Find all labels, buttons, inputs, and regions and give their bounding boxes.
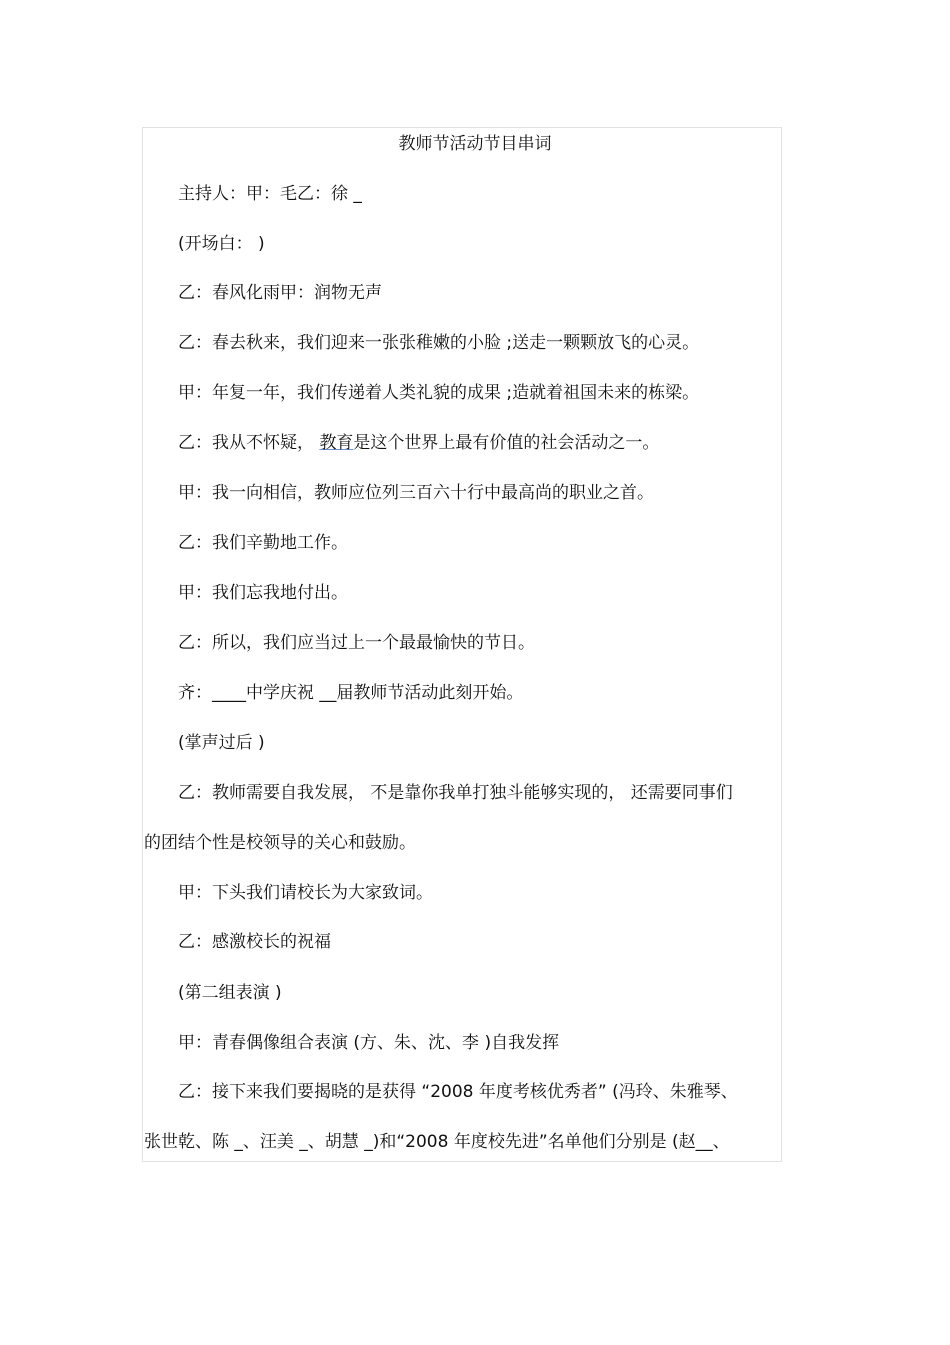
paragraph-line: 乙：教师需要自我发展， 不是靠你我单打独斗能够实现的， 还需要同事们	[178, 783, 733, 803]
paragraph-line: 甲：下头我们请校长为大家致词。	[178, 883, 433, 903]
paragraph-line: 乙：春去秋来，我们迎来一张张稚嫩的小脸 ;送走一颗颗放飞的心灵。	[178, 333, 700, 353]
underlined-word: 教育	[319, 433, 354, 453]
paragraph-line: 乙：所以，我们应当过上一个最最愉快的节日。	[178, 633, 535, 653]
paragraph-line: 齐：____中学庆祝 __届教师节活动此刻开始。	[178, 683, 524, 703]
paragraph-line: 甲：我们忘我地付出。	[178, 583, 348, 603]
paragraph-line: (开场白： )	[178, 234, 265, 254]
paragraph-line: (第二组表演 )	[178, 983, 282, 1003]
paragraph-line: 乙：春风化雨甲：润物无声	[178, 283, 382, 303]
paragraph-line	[178, 431, 659, 455]
paragraph-line: 主持人：甲：毛乙：徐 _	[178, 184, 362, 204]
paragraph-line: 张世乾、陈 _、汪美 _、胡慧 _)和“2008 年度校先进”名单他们分别是 (赵__、	[144, 1132, 730, 1152]
paragraph-line: (掌声过后 )	[178, 733, 265, 753]
paragraph-line: 甲：青春偶像组合表演 (方、朱、沈、李 )自我发挥	[178, 1033, 560, 1053]
paragraph-line: 甲：年复一年，我们传递着人类礼貌的成果 ;造就着祖国未来的栋梁。	[178, 383, 700, 403]
paragraph-line: 乙：我们辛勤地工作。	[178, 533, 348, 553]
paragraph-line: 的团结个性是校领导的关心和鼓励。	[144, 833, 416, 853]
paragraph-line: 乙：接下来我们要揭晓的是获得 “2008 年度考核优秀者” (冯玲、朱雅琴、	[178, 1082, 738, 1102]
document-title: 教师节活动节目串词	[398, 134, 552, 154]
line-text: 乙：我从不怀疑，	[178, 433, 320, 453]
paragraph-line: 甲：我一向相信，教师应位列三百六十行中最高尚的职业之首。	[178, 483, 654, 503]
paragraph-line: 乙：感激校长的祝福	[178, 932, 331, 952]
line-text: 是这个世界上最有价值的社会活动之一。	[353, 433, 660, 453]
